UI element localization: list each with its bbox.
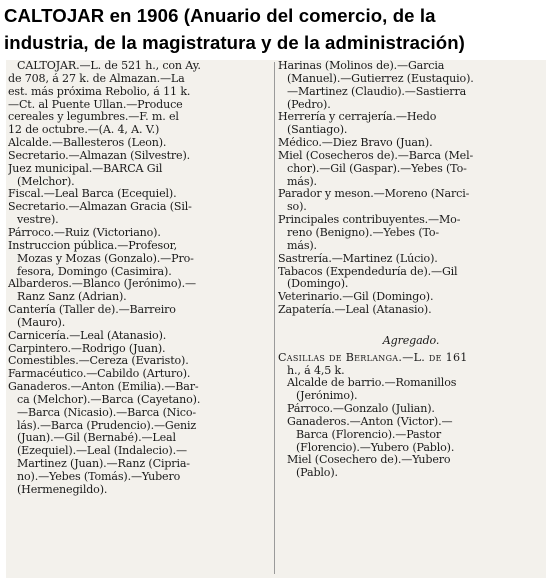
title-line-1: CALTOJAR en 1906 (Anuario del comercio, de la xyxy=(4,5,436,26)
entry-line: Carnicería.—Leal (Atanasio). xyxy=(8,329,167,342)
entry-line: Barca (Florencio).—Pastor xyxy=(296,428,442,441)
entry-line: Mozas y Mozas (Gonzalo).—Pro- xyxy=(17,252,194,265)
entry-line: Párroco.—Gonzalo (Julian). xyxy=(287,403,435,416)
entry-line: (Florencio).—Yubero (Pablo). xyxy=(296,441,455,454)
entry-line: Instruccion pública.—Profesor, xyxy=(8,239,177,252)
scanned-directory-page xyxy=(6,60,546,578)
right-column xyxy=(278,60,544,480)
entry-line: (Santiago). xyxy=(287,124,348,137)
entry-line: cereales y legumbres.—F. m. el xyxy=(8,111,179,124)
entry-line: chor).—Gil (Gaspar).—Yebes (To- xyxy=(287,162,467,175)
entry-line: Veterinario.—Gil (Domingo). xyxy=(278,291,434,304)
entry-line: Principales contribuyentes.—Mo- xyxy=(278,214,461,227)
entry-line: (Pedro). xyxy=(287,98,331,111)
entry-line: —Martinez (Claudio).—Sastierra xyxy=(287,85,467,98)
entry-line: vestre). xyxy=(17,214,59,227)
entry-line: est. más próxima Rebolio, á 11 k. xyxy=(8,85,191,98)
entry-line: Cantería (Taller de).—Barreiro xyxy=(8,304,176,317)
entry-line: (Melchor). xyxy=(17,175,75,188)
column-divider xyxy=(274,62,275,574)
entry-line: —Barca (Nicasio).—Barca (Nico- xyxy=(17,406,196,419)
entry-line: Farmacéutico.—Cabildo (Arturo). xyxy=(8,368,191,381)
entry-line: fesora, Domingo (Casimira). xyxy=(17,265,172,278)
entry-line: Tabacos (Expendeduría de).—Gil xyxy=(278,265,458,278)
entry-line: h., á 4,5 k. xyxy=(287,364,345,377)
entry-line: CALTOJAR.—L. de 521 h., con Ay. xyxy=(17,60,201,72)
entry-line: Casillas de Berlanga.—L. de 161 xyxy=(278,351,468,364)
entry-line: (Pablo). xyxy=(296,467,338,480)
entry-line: Alcalde.—Ballesteros (Leon). xyxy=(8,137,167,150)
entry-line: Ranz Sanz (Adrian). xyxy=(17,291,127,304)
section-heading-agregado: Agregado. xyxy=(382,334,440,347)
entry-line: Parador y meson.—Moreno (Narci- xyxy=(278,188,470,201)
entry-line: (Ezequiel).—Leal (Indalecio).— xyxy=(17,445,187,458)
entry-line: so). xyxy=(287,201,307,214)
entry-line: (Juan).—Gil (Bernabé).—Leal xyxy=(17,432,176,445)
entry-line: 12 de octubre.—(A. 4, A. V.) xyxy=(8,124,160,137)
entry-line: reno (Benigno).—Yebes (To- xyxy=(287,226,440,239)
entry-line: más). xyxy=(287,239,317,252)
entry-line: Médico.—Diez Bravo (Juan). xyxy=(278,137,433,150)
entry-line: Secretario.—Almazan (Silvestre). xyxy=(8,149,191,162)
entry-line: (Hermenegildo). xyxy=(17,483,108,496)
entry-line: de 708, á 27 k. de Almazan.—La xyxy=(8,72,185,85)
entry-line: Miel (Cosechero de).—Yubero xyxy=(287,454,451,467)
entry-line: Ganaderos.—Anton (Victor).— xyxy=(287,415,453,428)
entry-line: no).—Yebes (Tomás).—Yubero xyxy=(17,471,181,483)
page-title xyxy=(4,2,550,56)
entry-line: Comestibles.—Cereza (Evaristo). xyxy=(8,355,189,368)
entry-line: Zapatería.—Leal (Atanasio). xyxy=(278,304,432,317)
entry-line: (Domingo). xyxy=(287,278,349,291)
entry-line: Carpintero.—Rodrigo (Juan). xyxy=(8,342,166,355)
entry-line: Ganaderos.—Anton (Emilia).—Bar- xyxy=(8,381,199,394)
entry-line: Harinas (Molinos de).—Garcia xyxy=(278,60,445,72)
left-column xyxy=(8,60,274,497)
entry-line: (Jerónimo). xyxy=(296,390,358,403)
entry-line: Fiscal.—Leal Barca (Ecequiel). xyxy=(8,188,177,201)
entry-line: (Manuel).—Gutierrez (Eustaquio). xyxy=(287,72,474,85)
entry-line: Albarderos.—Blanco (Jerónimo).— xyxy=(8,278,196,291)
entry-line: —Ct. al Puente Ullan.—Produce xyxy=(8,98,183,111)
entry-line: lás).—Barca (Prudencio).—Geniz xyxy=(17,419,197,432)
entry-line: Juez municipal.—BARCA Gil xyxy=(8,162,163,175)
entry-line: Sastrería.—Martinez (Lúcio). xyxy=(278,252,438,265)
entry-line: Alcalde de barrio.—Romanillos xyxy=(287,377,457,390)
entry-line: más). xyxy=(287,175,317,188)
entry-line: Herrería y cerrajería.—Hedo xyxy=(278,111,437,124)
entry-line: Secretario.—Almazan Gracia (Sil- xyxy=(8,201,192,214)
entry-line: ca (Melchor).—Barca (Cayetano). xyxy=(17,393,201,406)
entry-line: Párroco.—Ruiz (Victoriano). xyxy=(8,226,161,239)
entry-line: (Mauro). xyxy=(17,316,66,329)
title-line-2: industria, de la magistratura y de la administración) xyxy=(4,32,465,53)
entry-line: Miel (Cosecheros de).—Barca (Mel- xyxy=(278,149,474,162)
entry-line: Martinez (Juan).—Ranz (Cipria- xyxy=(17,458,190,471)
